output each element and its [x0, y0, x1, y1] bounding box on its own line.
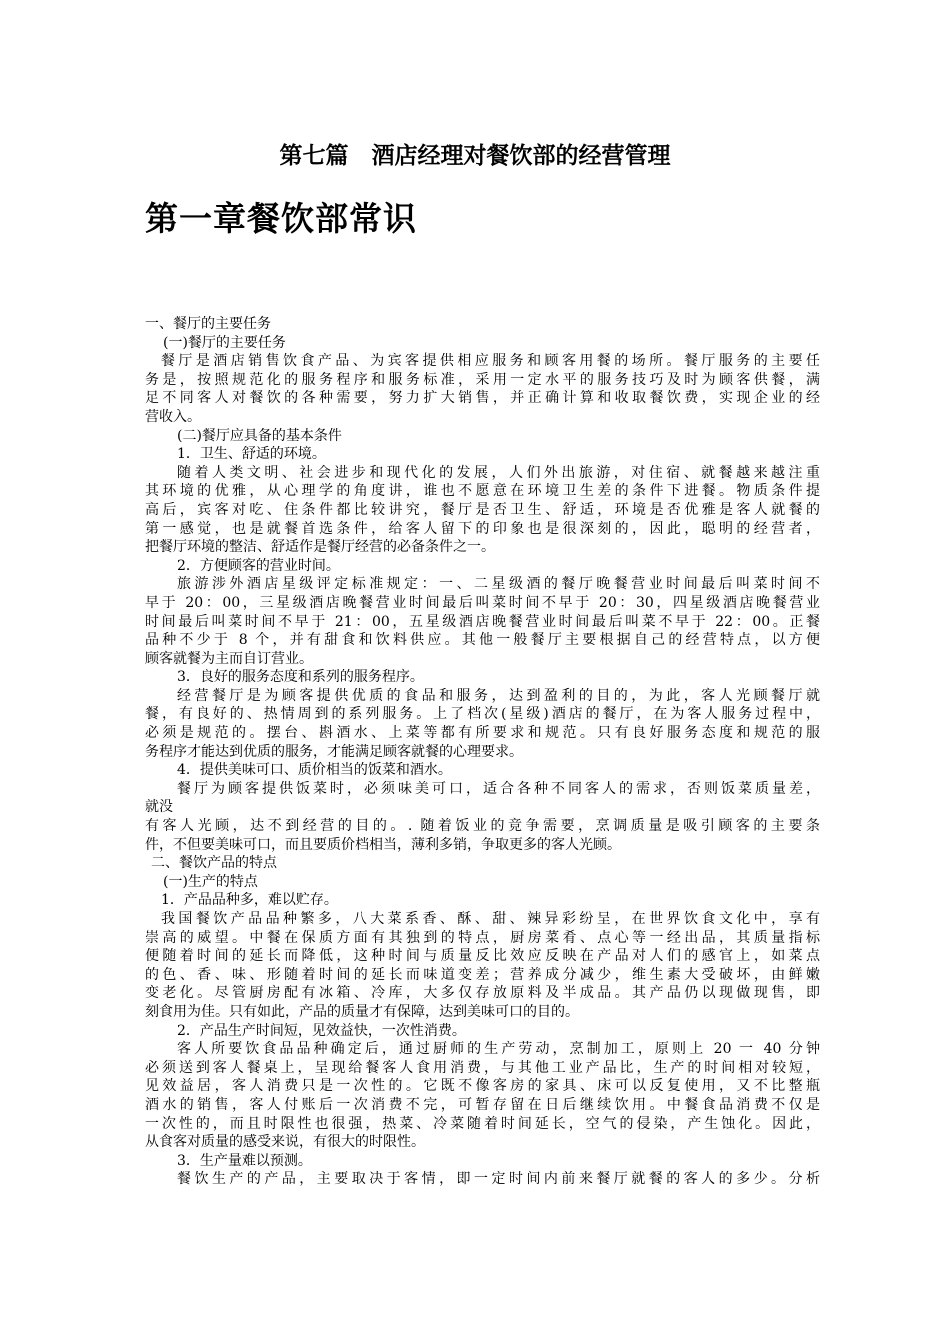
text-line: 变老化。尽管厨房配有冰箱、冷库，大多仅存放原料及半成品。其产品仍以现做现售，即	[145, 985, 820, 1002]
text-line: (一)餐厅的主要任务	[163, 334, 286, 351]
text-line: 餐，有良好的、热情周到的系列服务。上了档次(星级)酒店的餐厅，在为客人服务过程中，	[145, 706, 820, 723]
text-line: 一、餐厅的主要任务	[145, 316, 271, 332]
document-body	[145, 315, 820, 1189]
text-line: 3．良好的服务态度和系列的服务程序。	[177, 669, 424, 686]
text-line: 必须是规范的。摆台、斟酒水、上菜等都有所要求和规范。只有良好服务态度和规范的服	[145, 725, 820, 742]
text-line: 客人所要饮食品品种确定后，通过厨师的生产劳动，烹制加工，原则上 20 一 40 分钟	[177, 1041, 820, 1058]
text-line: (二)餐厅应具备的基本条件	[177, 427, 342, 444]
text-line: 务是，按照规范化的服务程序和服务标准，采用一定水平的服务技巧及时为顾客供餐，满	[145, 371, 820, 388]
text-line: 有客人光顾，达不到经营的目的。. 随着饭业的竞争需要，烹调质量是吸引顾客的主要条	[145, 818, 820, 835]
text-line: 我国餐饮产品品种繁多，八大菜系香、酥、甜、辣异彩纷呈，在世界饮食文化中，享有	[161, 911, 820, 927]
text-line: 便随着时间的延长而降低，这种时间与质量反比效应反映在产品对人们的感官上，如菜点	[145, 948, 820, 965]
text-line: 2．产品生产时间短，见效益快，一次性消费。	[177, 1022, 466, 1039]
text-line: 就没	[145, 799, 173, 816]
text-line: 随着人类文明、社会进步和现代化的发展，人们外出旅游，对住宿、就餐越来越注重	[177, 464, 820, 481]
text-line: 务程序才能达到优质的服务，才能满足顾客就餐的心理要求。	[145, 743, 523, 760]
text-line: 其环境的优雅，从心理学的角度讲，谁也不愿意在环境卫生差的条件下进餐。物质条件提	[145, 483, 820, 500]
text-line: 经营餐厅是为顾客提供优质的食品和服务，达到盈利的目的，为此，客人光顾餐厅就	[177, 687, 820, 704]
text-line: 顾客就餐为主而自订营业。	[145, 650, 313, 667]
text-line: 营收入。	[145, 408, 201, 425]
text-line: 二、餐饮产品的特点	[151, 855, 277, 872]
part-title: 第七篇 酒店经理对餐饮部的经营管理	[279, 143, 671, 169]
text-line: 餐厅是酒店销售饮食产品、为宾客提供相应服务和顾客用餐的场所。餐厅服务的主要任	[161, 353, 820, 370]
text-line: 刻食用为佳。只有如此，产品的质量才有保障，达到美味可口的目的。	[145, 1003, 579, 1020]
text-line: 崇高的威望。中餐在保质方面有其独到的特点，厨房菜肴、点心等一经出品，其质量指标	[145, 929, 820, 946]
text-line: 酒水的销售，客人付账后一次消费不完，可暂存留在日后继续饮用。中餐食品消费不仅是	[145, 1096, 820, 1113]
text-line: 2．方便顾客的营业时间。	[177, 557, 340, 574]
text-line: 把餐厅环境的整洁、舒适作是餐厅经营的必备条件之一。	[145, 539, 495, 556]
text-line: 的色、香、味、形随着时间的延长而味道变差；营养成分减少，维生素大受破坏，由鲜嫩	[145, 966, 820, 983]
text-line: 1．卫生、舒适的环境。	[177, 446, 326, 463]
text-line: 件，不但要美味可口，而且要质价档相当，薄利多销，争取更多的客人光顾。	[145, 836, 621, 853]
text-line: 高后，宾客对吃、住条件都比较讲究，餐厅是否卫生、舒适，环境是否优雅是客人就餐的	[145, 501, 820, 518]
text-line: 餐厅为顾客提供饭菜时，必须味美可口，适合各种不同客人的需求，否则饭菜质量差，	[177, 780, 820, 797]
text-line: (一)生产的特点	[163, 873, 258, 890]
text-line: 1．产品品种多，难以贮存。	[161, 892, 338, 909]
text-line: 3．生产量难以预测。	[177, 1152, 312, 1169]
text-line: 一次性的，而且时限性也很强，热菜、冷菜随着时间延长，空气的侵染，产生蚀化。因此，	[145, 1115, 820, 1132]
text-line: 从食客对质量的感受来说，有很大的时限性。	[145, 1134, 425, 1151]
text-line: 足不同客人对餐饮的各种需要，努力扩大销售，并正确计算和收取餐饮费，实现企业的经	[145, 390, 820, 407]
text-line: 4．提供美味可口、质价相当的饭菜和酒水。	[177, 762, 452, 779]
text-line: 餐饮生产的产品，主要取决于客情，即一定时间内前来餐厅就餐的客人的多少。分析	[177, 1171, 820, 1188]
text-line: 必须送到客人餐桌上，呈现给餐客人食用消费，与其他工业产品比，生产的时间相对较短，	[145, 1059, 820, 1076]
text-line: 时间最后叫菜时间不早于 21：00，五星级酒店晚餐营业时间最后叫菜不早于 22：00。正餐	[145, 613, 820, 630]
text-line: 第一感觉，也是就餐首选条件，给客人留下的印象也是很深刻的，因此，聪明的经营者，	[145, 520, 820, 537]
text-line: 见效益居，客人消费只是一次性的。它既不像客房的家具、床可以反复使用，又不比整瓶	[145, 1078, 820, 1095]
text-line: 品种不少于 8 个，并有甜食和饮料供应。其他一般餐厅主要根据自己的经营特点，以方便	[145, 632, 820, 649]
chapter-title: 第一章餐饮部常识	[145, 199, 417, 238]
text-line: 早于 20：00，三星级酒店晚餐营业时间最后叫菜时间不早于 20：30，四星级酒店晚餐营业	[145, 594, 820, 611]
text-line: 旅游涉外酒店星级评定标准规定：一、二星级酒的餐厅晚餐营业时间最后叫菜时间不	[177, 576, 820, 593]
